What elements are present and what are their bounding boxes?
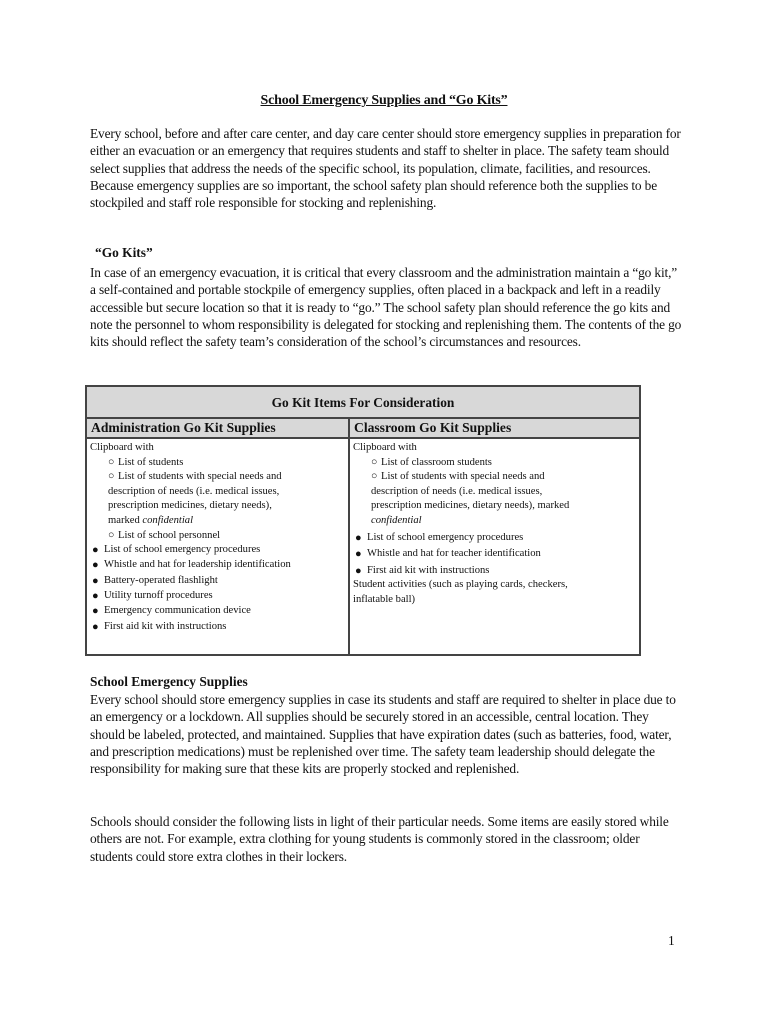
- go-kits-heading: “Go Kits”: [95, 245, 153, 260]
- circle-bullet-icon: ○: [108, 456, 115, 468]
- admin-column-header: Administration Go Kit Supplies: [87, 419, 348, 439]
- bullet-icon: ●: [92, 575, 99, 588]
- bullet-icon: ●: [92, 544, 99, 557]
- list-item: Clipboard with: [353, 442, 417, 453]
- list-item: ● Whistle and hat for leadership identification: [92, 558, 291, 571]
- list-item: ● Battery-operated flashlight: [92, 575, 218, 588]
- circle-bullet-icon: ○: [108, 529, 115, 541]
- bullet-icon: ●: [355, 548, 362, 561]
- list-item: ● First aid kit with instructions: [355, 564, 490, 577]
- document-title: School Emergency Supplies and “Go Kits”: [260, 93, 508, 108]
- supplies-paragraph-2: Schools should consider the following lists in light of their particular needs. Some items are easily stored while others are not. For example, extra clothing for young students is commonly stored in the classroom; older students could store extra clothes in their lockers.: [90, 814, 669, 864]
- list-item-continuation: marked confidential: [108, 514, 194, 526]
- intro-paragraph: Every school, before and after care center, and day care center should store emergency supplies in preparation for either an evacuation or an emergency that requires students and staff to shelter in place. The safety team should select supplies that address the needs of the specific school, its population, climate, facilities, and resources. Because emergency supplies are so important, the school safety plan should reference both the supplies to be stockpiled and staff role responsible for stocking and replenishing.: [90, 126, 681, 211]
- admin-supplies-cell: [87, 439, 348, 654]
- page-number: 1: [668, 933, 675, 948]
- bullet-icon: ●: [355, 564, 362, 577]
- classroom-column-header: Classroom Go Kit Supplies: [348, 419, 639, 439]
- bullet-icon: ●: [92, 604, 99, 617]
- list-item-continuation: confidential: [371, 514, 422, 526]
- list-item: ● Utility turnoff procedures: [92, 589, 213, 602]
- circle-bullet-icon: ○: [108, 471, 115, 483]
- go-kits-paragraph: In case of an emergency evacuation, it is critical that every classroom and the administration maintain a “go kit,” a self-contained and portable stockpile of emergency supplies, often placed in a backpack and left in a readily accessible but secure location so that it is ready to “go.” The school safety plan should reference the go kits and note the personnel to whom responsibility is delegated for stocking and replenishing them. The contents of the go kits should reflect the safety team’s consideration of the school’s circumstances and resources.: [90, 265, 682, 350]
- list-item: ● List of school emergency procedures: [355, 531, 524, 544]
- list-item: ● Whistle and hat for teacher identification: [355, 548, 541, 561]
- bullet-icon: ●: [92, 621, 99, 634]
- list-item: ● First aid kit with instructions: [92, 621, 227, 634]
- supplies-heading: School Emergency Supplies: [90, 674, 248, 689]
- bullet-icon: ●: [92, 558, 99, 571]
- list-item: Clipboard with: [90, 442, 154, 453]
- circle-bullet-icon: ○: [371, 471, 378, 483]
- supplies-paragraph: Every school should store emergency supplies in case its students and staff are required to shelter in place due to an emergency or a lockdown. All supplies should be securely stored in an accessible, central location. They should be labeled, protected, and maintained. Supplies that have expiration dates (such as batteries, food, water, and prescription medications) must be replenished over time. The safety team leadership should delegate the responsibility for making sure that these kits are properly stocked and replenished.: [90, 692, 676, 777]
- table-heading: Go Kit Items For Consideration: [87, 387, 639, 419]
- list-item-continuation: prescription medicines, dietary needs), marked: [371, 500, 570, 512]
- circle-bullet-icon: ○: [371, 456, 378, 468]
- classroom-supplies-cell: [348, 439, 639, 654]
- go-kit-table: [85, 385, 641, 656]
- list-item: ○ List of students: [90, 456, 344, 471]
- list-item-continuation: prescription medicines, dietary needs),: [108, 500, 272, 512]
- bullet-icon: ●: [92, 589, 99, 602]
- list-item: ● List of school emergency procedures: [92, 544, 261, 557]
- list-item: ○ List of classroom students: [353, 456, 635, 471]
- bullet-icon: ●: [355, 531, 362, 544]
- list-item-continuation: inflatable ball): [353, 593, 416, 605]
- list-item: ● Emergency communication device: [92, 604, 251, 617]
- list-item: ○ List of school personnel: [90, 529, 344, 544]
- list-item-continuation: description of needs (i.e. medical issues,: [371, 485, 543, 497]
- list-item: ○ List of students with special needs and: [353, 470, 635, 485]
- list-item: Student activities (such as playing cards, checkers,: [353, 579, 568, 591]
- list-item-continuation: description of needs (i.e. medical issues,: [108, 485, 280, 497]
- list-item: ○ List of students with special needs and: [90, 470, 344, 485]
